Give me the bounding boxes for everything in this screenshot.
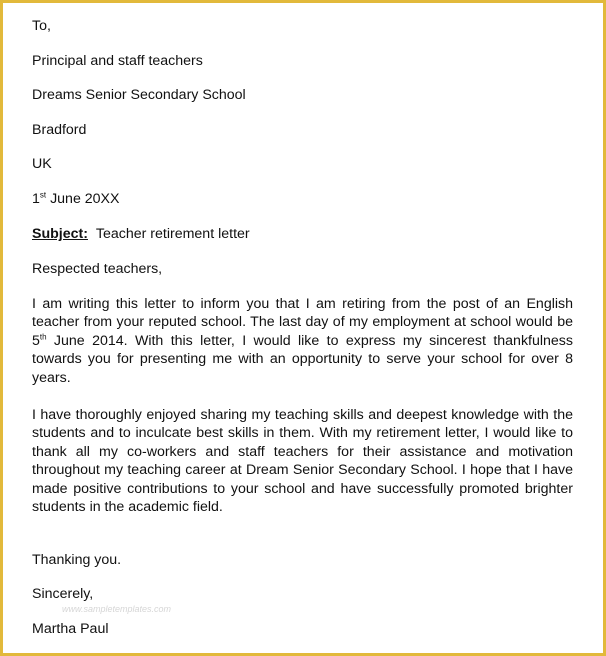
school-name: Dreams Senior Secondary School: [32, 87, 246, 103]
paragraph-1-sup: th: [39, 332, 47, 342]
address-to: To,: [32, 18, 51, 34]
paragraph-2: I have thoroughly enjoyed sharing my teaching skills and deepest knowledge with the students and to inculcate best skills in them. With my retirement letter, I would like to thank all my co-workers and staff teachers for their assistance and motivation throughout my teaching career at Dream Senior Secondary School. I hope that I have made positive contributions to your school and have successfully promoted brighter students in the academic field.: [32, 407, 573, 516]
date-day: 1: [32, 191, 40, 207]
thanks-line: Thanking you.: [32, 552, 122, 568]
paragraph-1-end: June 2014. With this letter, I would like to express my sincerest thankfulness towards you for presenting me with an opportunity to serve your school for over 8 years.: [32, 332, 573, 386]
closing-line: Sincerely,: [32, 586, 94, 602]
recipient-line: Principal and staff teachers: [32, 53, 203, 69]
paragraph-1-start: I am writing this letter to inform you that I am retiring from the post of an English teacher from your reputed school. The last day of my employment at school would be 5: [32, 296, 573, 349]
date-rest: June 20XX: [46, 191, 120, 207]
salutation: Respected teachers,: [32, 261, 163, 277]
subject-line: [32, 225, 250, 243]
date-suffix: st: [39, 190, 47, 200]
city-line: Bradford: [32, 122, 87, 138]
watermark: www.sampletemplates.com: [62, 604, 172, 614]
country-line: UK: [32, 156, 52, 172]
subject-text: Teacher retirement letter: [95, 226, 250, 242]
paragraph-1: [32, 295, 573, 387]
subject-label: Subject:: [32, 226, 88, 242]
letter-date: [32, 190, 119, 208]
signature-name: Martha Paul: [32, 621, 109, 637]
